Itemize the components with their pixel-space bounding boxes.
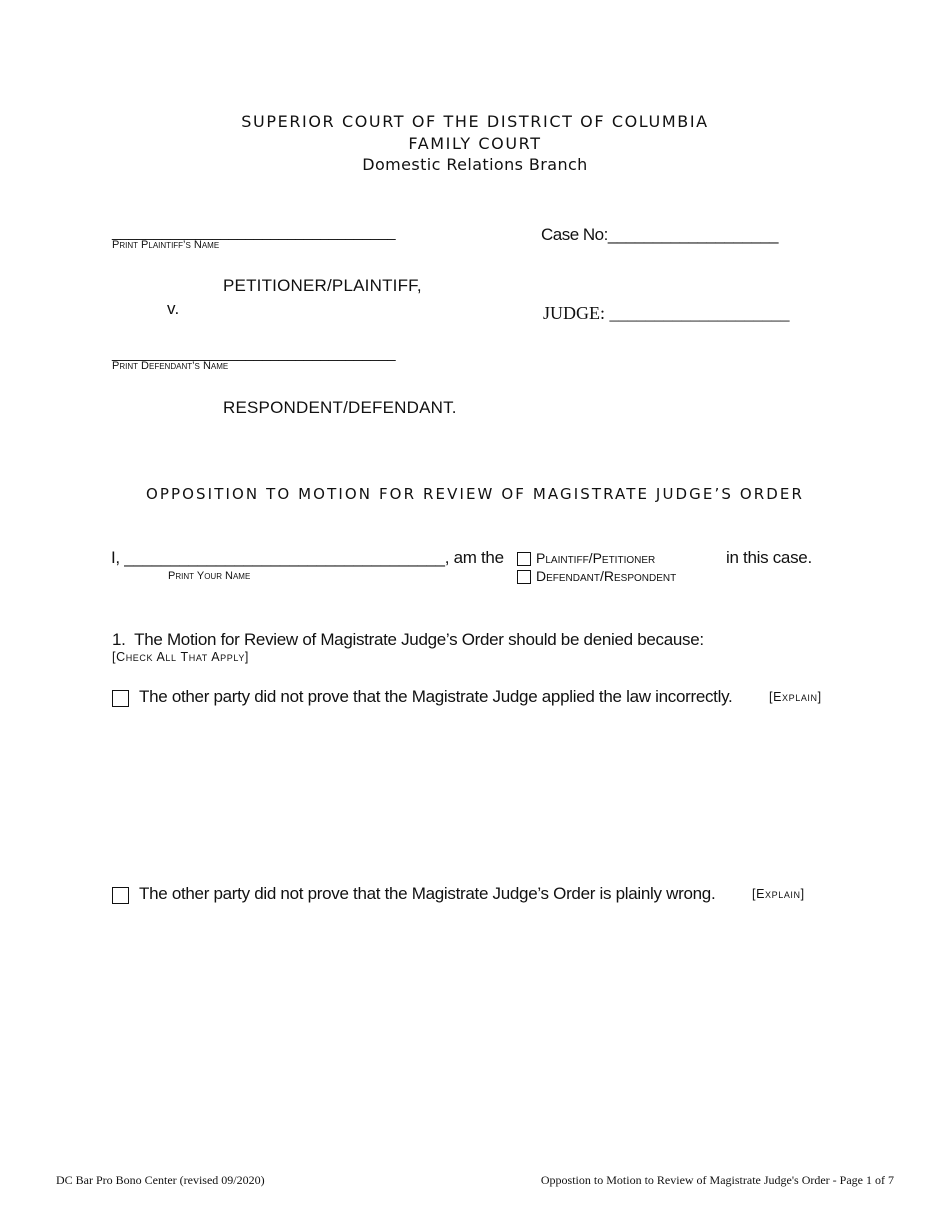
section-1-instruction: [Check All That Apply]	[112, 650, 249, 664]
defendant-respondent-label: Defendant/Respondent	[536, 568, 677, 584]
court-branch: Domestic Relations Branch	[362, 155, 588, 174]
declarant-line	[111, 548, 504, 568]
section-1-heading	[112, 630, 704, 650]
reason-2-checkbox[interactable]	[112, 887, 129, 904]
plaintiff-name-field[interactable]: __________________________________	[112, 224, 396, 241]
reason-1-explain: [Explain]	[769, 690, 822, 704]
petitioner-role: PETITIONER/PLAINTIFF,	[223, 276, 422, 295]
plaintiff-petitioner-checkbox[interactable]	[517, 552, 531, 566]
reason-2-text: The other party did not prove that the Magistrate Judge’s Order is plainly wrong.	[139, 884, 716, 903]
court-division: FAMILY COURT	[408, 134, 542, 153]
versus-label: v.	[167, 299, 180, 318]
judge	[543, 303, 790, 324]
plaintiff-petitioner-label: Plaintiff/Petitioner	[536, 550, 656, 566]
section-1-number: 1.	[112, 630, 126, 649]
defendant-respondent-checkbox[interactable]	[517, 570, 531, 584]
plaintiff-name-label: Print Plaintiff’s Name	[112, 239, 220, 251]
declarant-name-field[interactable]: ___________________________________	[124, 548, 445, 567]
case-number-label: Case No:	[541, 225, 608, 244]
judge-field[interactable]: ____________________	[609, 303, 790, 323]
footer-left: DC Bar Pro Bono Center (revised 09/2020)	[56, 1173, 265, 1187]
defendant-name-label: Print Defendant’s Name	[112, 360, 229, 372]
footer-right: Oppostion to Motion to Review of Magistrate Judge's Order - Page 1 of 7	[540, 1173, 894, 1187]
reason-2-explain: [Explain]	[752, 887, 805, 901]
reason-1-checkbox[interactable]	[112, 690, 129, 707]
document-title: OPPOSITION TO MOTION FOR REVIEW OF MAGISTRATE JUDGE’S ORDER	[145, 485, 805, 503]
section-1-heading-text: The Motion for Review of Magistrate Judge’s Order should be denied because:	[134, 630, 704, 649]
judge-label: JUDGE:	[543, 303, 605, 323]
declarant-prefix: I,	[111, 548, 120, 567]
declarant-suffix: , am the	[444, 548, 504, 567]
declarant-name-label: Print Your Name	[168, 570, 251, 582]
defendant-name-field[interactable]: __________________________________	[112, 345, 396, 362]
declarant-tail: in this case.	[726, 548, 812, 567]
respondent-role: RESPONDENT/DEFENDANT.	[223, 398, 457, 417]
case-number-field[interactable]: ___________________	[607, 225, 779, 244]
case-number	[541, 225, 778, 245]
court-name: SUPERIOR COURT OF THE DISTRICT OF COLUMBIA	[241, 112, 709, 131]
reason-1-text: The other party did not prove that the Magistrate Judge applied the law incorrectly.	[139, 687, 733, 706]
